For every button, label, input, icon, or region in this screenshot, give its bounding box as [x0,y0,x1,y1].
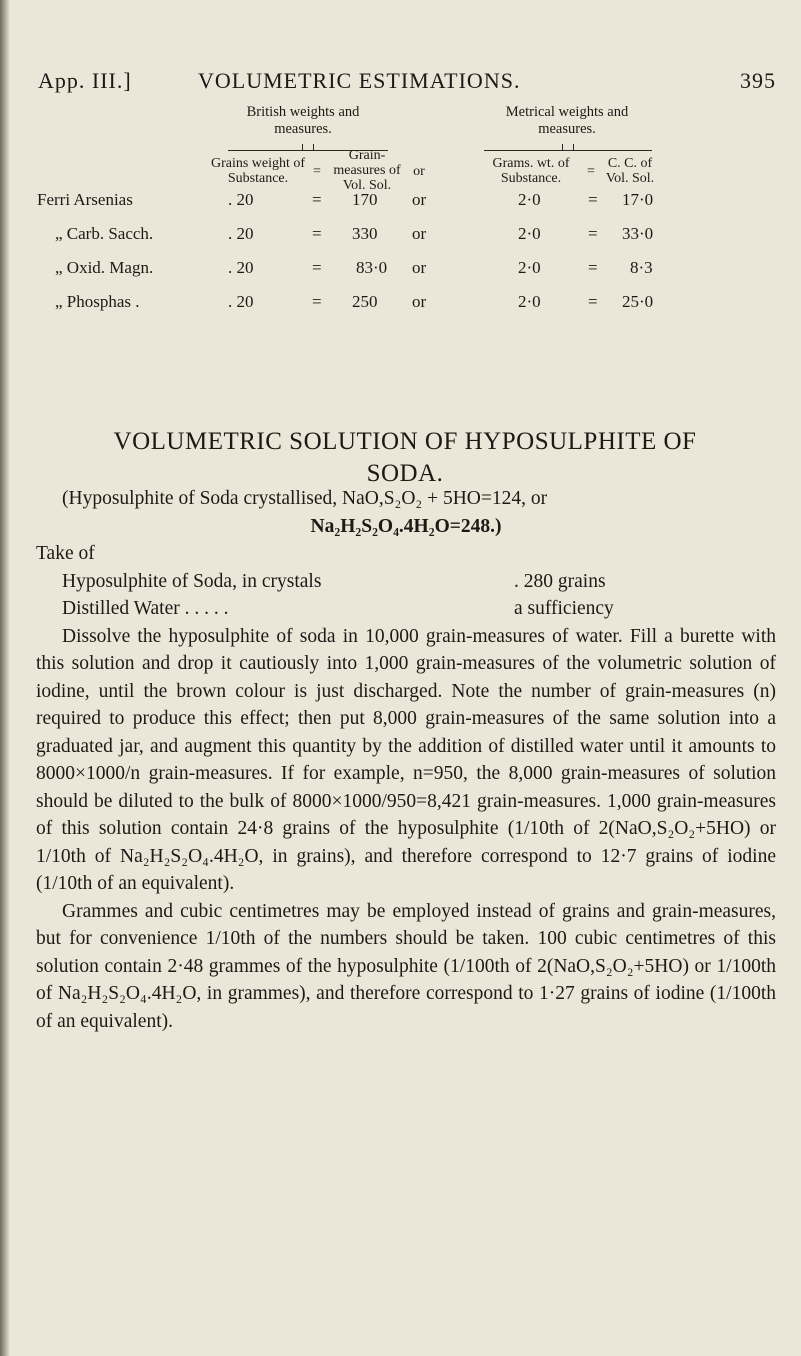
grams-value: 2·0 [518,224,541,243]
col-grams-wt: Grams. wt. of Substance. [492,156,570,186]
grains-value: . 20 [228,258,254,277]
grains-value: . 20 [228,190,254,209]
col-cc: C. C. of Vol. Sol. [605,156,655,186]
col-grains-weight: Grains weight of Substance. [210,156,306,186]
grams-value: 2·0 [518,190,541,209]
substance-name: „ Phosphas . [55,292,140,311]
recipe-line [36,568,776,596]
equals: = [312,292,322,311]
ingredient-quantity: a sufficiency [514,598,614,619]
ingredient-name: Distilled Water . . . . . [62,598,229,619]
ingredient-quantity: . 280 grains [514,570,606,592]
col-equals: = [313,164,321,179]
table-row [0,190,801,216]
formula-line2: Na₂H₂S₂O₄.4H₂O=248.) [310,515,502,537]
measures-value: 83·0 [356,258,388,277]
equals: = [312,190,322,209]
measures-value: 250 [352,292,378,311]
substance-name: „ Carb. Sacch. [55,224,154,243]
formula-line1: (Hyposulphite of Soda crystallised, NaO,S₂O₂ + 5HO=124, or [62,488,548,509]
british-heading: British weights and measures. [246,104,360,137]
measures-value: 170 [352,190,378,209]
grains-value: . 20 [228,224,254,243]
substance-name: Ferri Arsenias [37,190,133,209]
ingredient-name: Hyposulphite of Soda, in crystals [62,570,322,592]
chapter-title: VOLUMETRIC ESTIMATIONS. [198,68,521,93]
equals: = [588,224,598,243]
section-title [35,426,775,490]
grams-value: 2·0 [518,292,541,311]
or: or [412,190,427,209]
cc-value: 25·0 [622,292,654,311]
grams-value: 2·0 [518,258,541,277]
take-of: Take of [36,543,95,564]
grains-value: . 20 [228,292,254,311]
col-grain-measures: Grain-measures of Vol. Sol. [333,148,401,193]
section-title-line1: VOLUMETRIC SOLUTION OF HYPOSULPHITE OF [113,428,697,455]
page-number: 395 [740,68,776,93]
equals: = [588,292,598,311]
or: or [412,292,427,311]
cc-value: 8·3 [630,258,653,277]
paragraph: Dissolve the hyposulphite of soda in 10,000 grain-measures of water. Fill a burette with this solution and drop it cautiously into 1,000 grain-measures of the volumetric solution of iodine, until the brown colour is just discharged. Note the number of grain-measures (n) required to produce this effect; then put 8,000 grain-measures of the same solution into a graduated jar, and augment this quantity by the addition of distilled water until it amounts to 8000×1000/n grain-measures. If for example, n=950, the 8,000 grain-measures of solution should be diluted to the bulk of 8000×1000/950=8,421 grain-measures. 1,000 grain-measures of this solution contain 24·8 grains of the hyposulphite (1/10th of 2(NaO,S₂O₂+5HO) or 1/10th of Na₂H₂S₂O₄.4H₂O, in grains), and therefore correspond to 12·7 grains of iodine (1/10th of an equivalent). [36,625,776,894]
measures-value: 330 [352,224,378,243]
table-row [0,258,801,284]
body-text [36,485,776,1035]
appendix-label: App. III.] [38,68,132,93]
equals: = [312,224,322,243]
recipe-line [36,595,776,623]
equals: = [312,258,322,277]
cc-value: 17·0 [622,190,654,209]
equals: = [588,190,598,209]
col-or: or [413,164,425,179]
table-row [0,292,801,318]
paragraph: Grammes and cubic centimetres may be employed instead of grains and grain-measures, but for convenience 1/10th of the numbers should be taken. 100 cubic centimetres of this solution contain 2·48 grammes of the hyposulphite (1/100th of 2(NaO,S₂O₂+5HO) or 1/100th of Na₂H₂S₂O₄.4H₂O, in grammes), and therefore correspond to 1·27 grains of iodine (1/100th of an equivalent). [36,900,776,1032]
or: or [412,258,427,277]
equals: = [588,258,598,277]
or: or [412,224,427,243]
cc-value: 33·0 [622,224,654,243]
metrical-heading: Metrical weights and measures. [505,104,629,137]
substance-name: „ Oxid. Magn. [55,258,154,277]
table-row [0,224,801,250]
col-equals-2: = [587,164,595,179]
equivalents-table [0,0,801,330]
section-title-line2: SODA. [366,460,444,487]
